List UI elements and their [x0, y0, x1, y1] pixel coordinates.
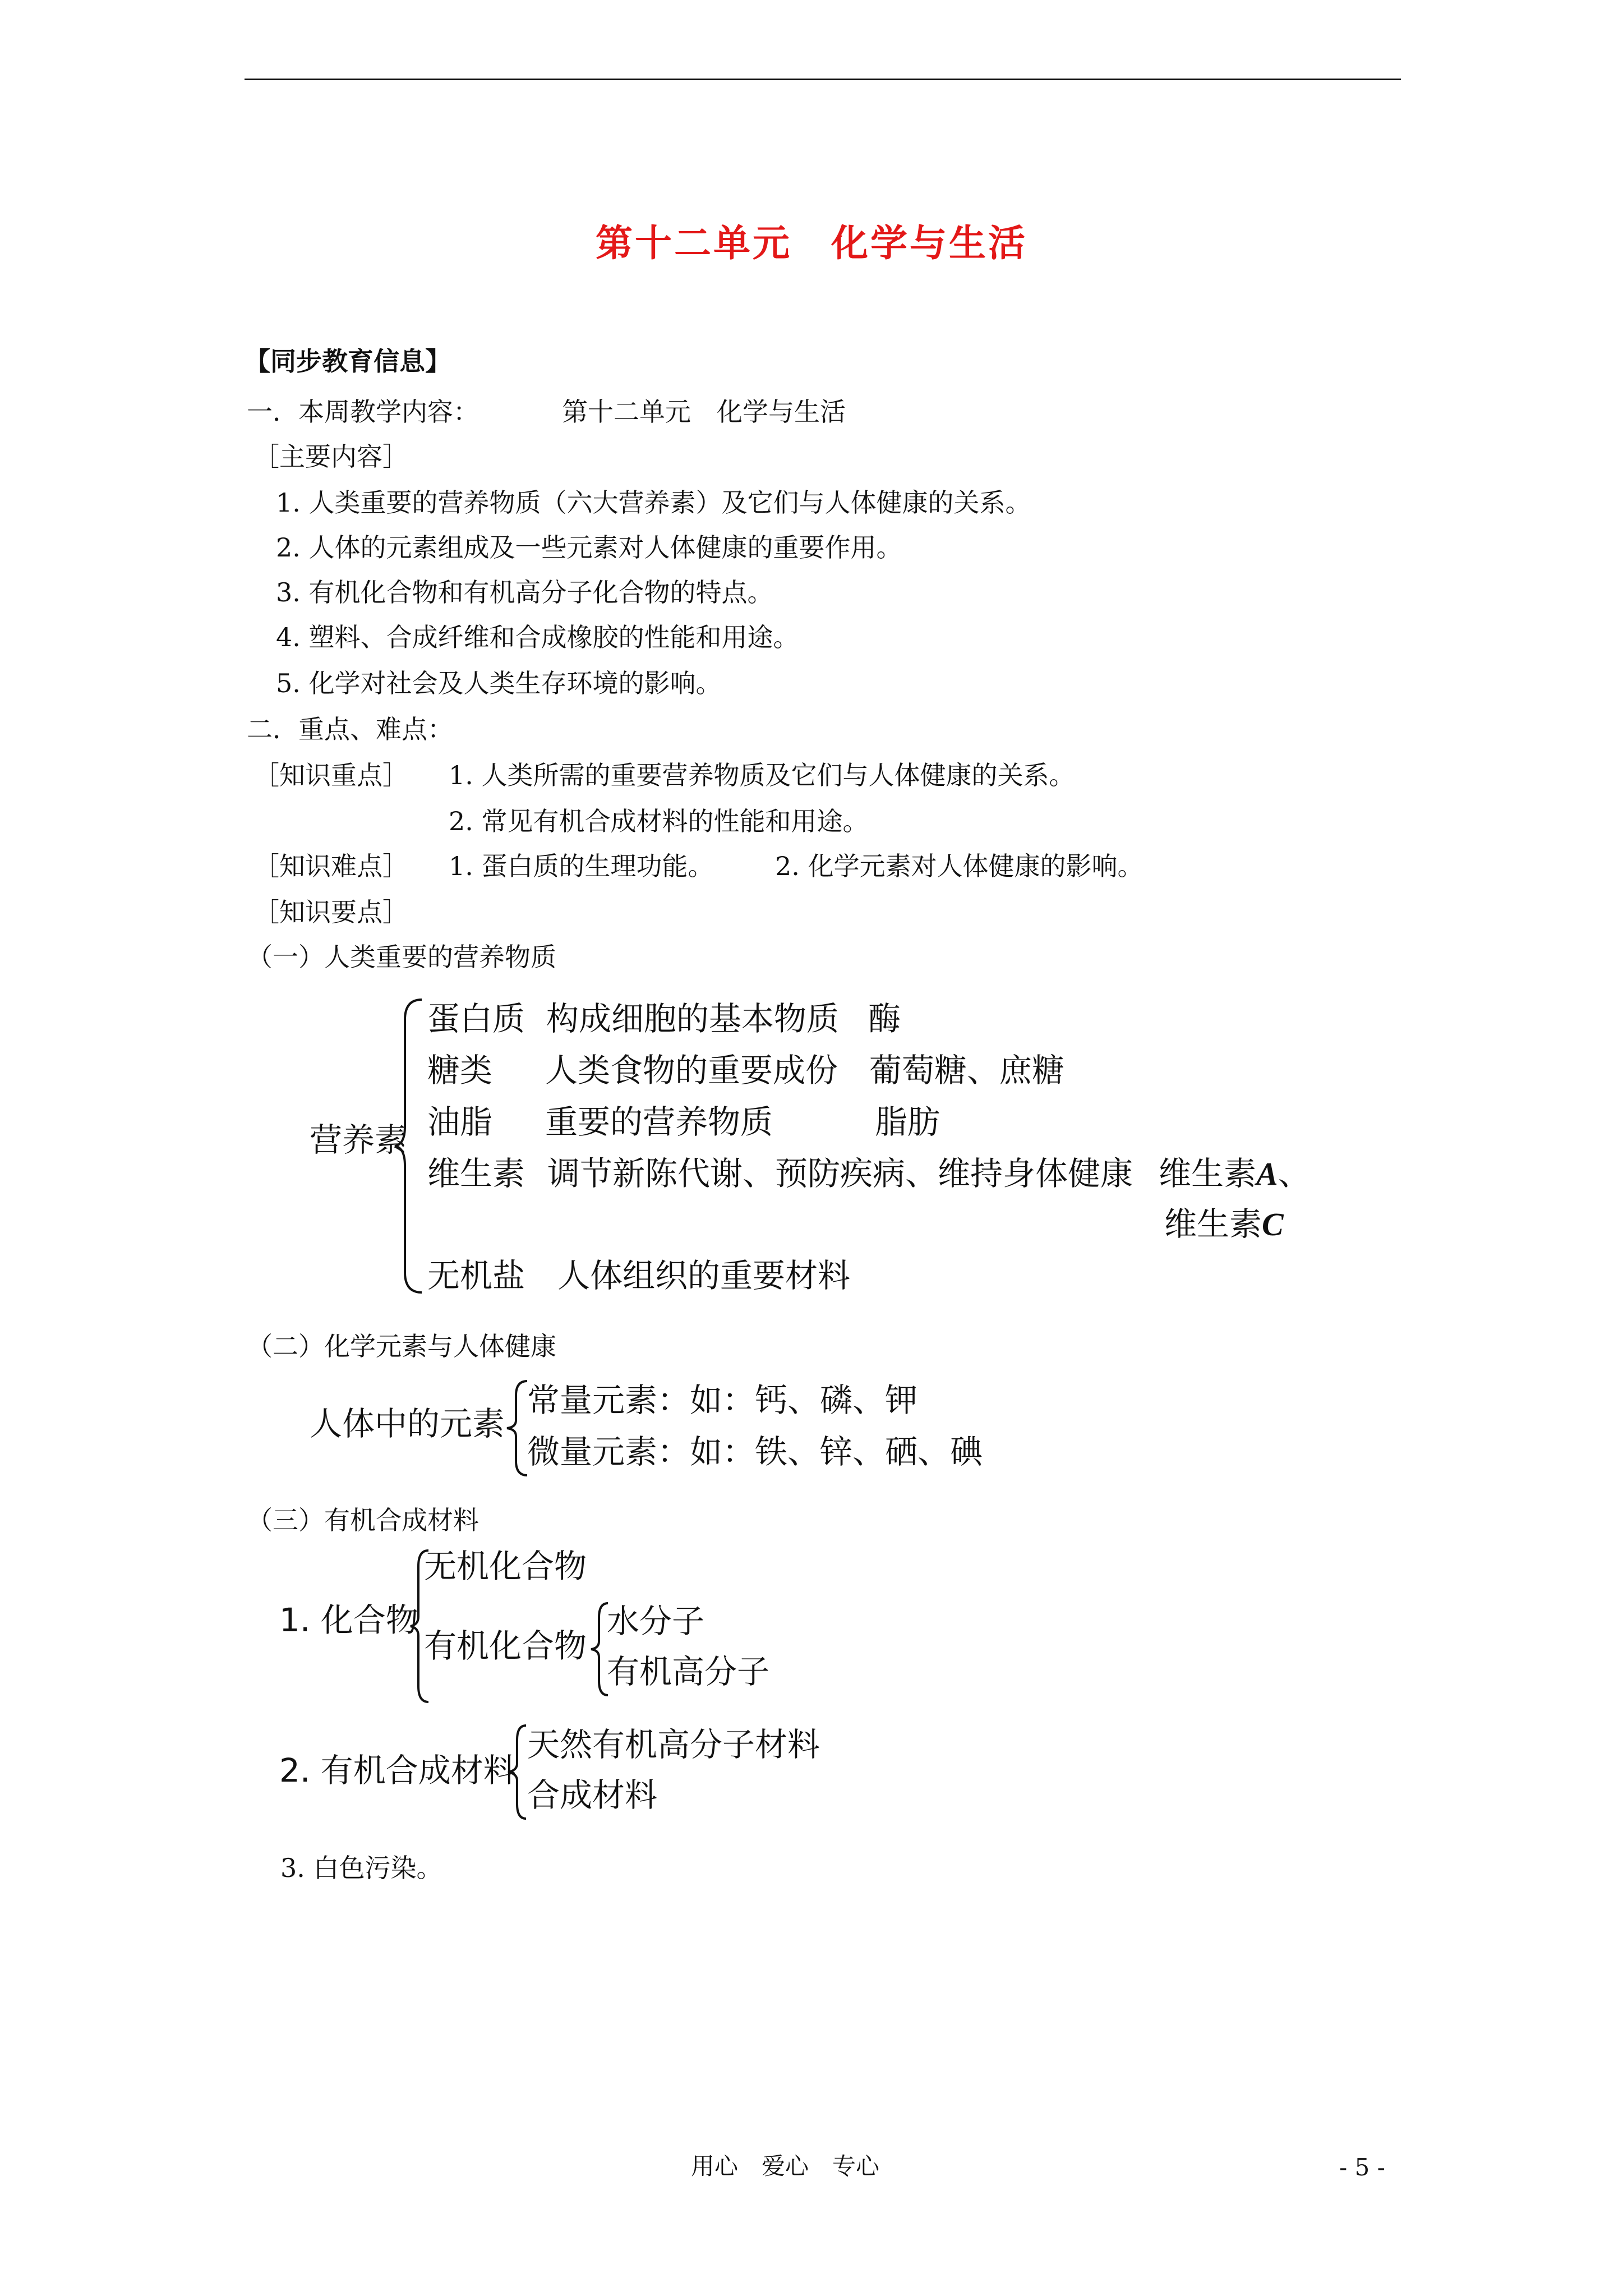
nutrient-name: 蛋白质	[427, 1000, 525, 1038]
nutrients-root: 营养素	[310, 1121, 408, 1159]
materials-item2-brace	[506, 1723, 529, 1821]
materials-item3: 3. 白色污染。	[280, 1853, 442, 1883]
nutrient-desc: 人体组织的重要材料	[557, 1257, 851, 1295]
materials-item1-a: 无机化合物	[424, 1547, 587, 1585]
materials-item2-child: 合成材料	[527, 1776, 658, 1814]
key-point-item: 1. 人类所需的重要营养物质及它们与人体健康的关系。	[449, 760, 1075, 790]
nutrient-example: 酶	[868, 1000, 901, 1038]
part2-label: 二．重点、难点：	[247, 714, 453, 744]
part1-label: 一．本周教学内容：	[247, 397, 479, 427]
knowledge-points-heading: ［知识要点］	[253, 897, 408, 927]
nutrient-name: 维生素	[427, 1154, 525, 1193]
materials-heading: （三）有机合成材料	[247, 1505, 479, 1535]
materials-item2-child: 天然有机高分子材料	[527, 1726, 820, 1764]
difficult-point-item: 2. 化学元素对人体健康的影响。	[775, 851, 1144, 881]
nutrient-example: 葡萄糖、庶糖	[869, 1051, 1065, 1089]
nutrient-example: 脂肪	[875, 1103, 940, 1141]
key-point-item: 2. 常见有机合成材料的性能和用途。	[449, 806, 869, 836]
nutrient-desc: 人类食物的重要成份	[545, 1051, 838, 1089]
elements-root: 人体中的元素	[310, 1405, 505, 1443]
nutrient-example: 维生素A、	[1159, 1154, 1311, 1193]
list-item: 1. 人类重要的营养物质（六大营养素）及它们与人体健康的关系。	[276, 487, 1031, 518]
nutrient-name: 糖类	[427, 1051, 493, 1089]
main-content-heading: ［主要内容］	[253, 441, 408, 472]
page-number: - 5 -	[1339, 2154, 1385, 2181]
materials-item1-b-child: 水分子	[607, 1602, 705, 1640]
materials-item2-root: 2. 有机合成材料	[279, 1751, 516, 1789]
header-rule	[245, 79, 1401, 80]
nutrient-name: 油脂	[427, 1103, 493, 1141]
key-points-heading: ［知识重点］	[253, 760, 408, 790]
element-row: 常量元素：如：钙、磷、钾	[527, 1381, 918, 1419]
nutrients-heading: （一）人类重要的营养物质	[247, 942, 556, 972]
materials-item1-b: 有机化合物	[424, 1627, 587, 1665]
nutrient-desc: 重要的营养物质	[545, 1103, 773, 1141]
nutrient-desc: 构成细胞的基本物质	[546, 1000, 840, 1038]
section-heading: 【同步教育信息】	[245, 346, 451, 376]
nutrient-name: 无机盐	[427, 1257, 525, 1295]
materials-item1-b-child: 有机高分子	[607, 1653, 770, 1691]
elements-heading: （二）化学元素与人体健康	[247, 1331, 556, 1361]
list-item: 3. 有机化合物和有机高分子化合物的特点。	[276, 577, 773, 608]
list-item: 2. 人体的元素组成及一些元素对人体健康的重要作用。	[276, 532, 902, 563]
list-item: 4. 塑料、合成纤维和合成橡胶的性能和用途。	[276, 622, 799, 652]
nutrients-brace	[393, 997, 426, 1295]
list-item: 5. 化学对社会及人类生存环境的影响。	[276, 668, 722, 698]
page-title: 第十二单元 化学与生活	[596, 221, 1027, 265]
element-row: 微量元素：如：铁、锌、硒、碘	[527, 1433, 983, 1471]
nutrient-example-cont: 维生素C	[1164, 1205, 1284, 1243]
nutrient-desc: 调节新陈代谢、预防疾病、维持身体健康	[547, 1154, 1133, 1193]
footer-center: 用心 爱心 专心	[691, 2152, 880, 2180]
part1-topic: 第十二单元 化学与生活	[562, 397, 846, 427]
materials-item1-root: 1. 化合物	[279, 1601, 418, 1639]
difficult-point-item: 1. 蛋白质的生理功能。	[449, 851, 714, 881]
difficult-points-heading: ［知识难点］	[253, 851, 408, 881]
